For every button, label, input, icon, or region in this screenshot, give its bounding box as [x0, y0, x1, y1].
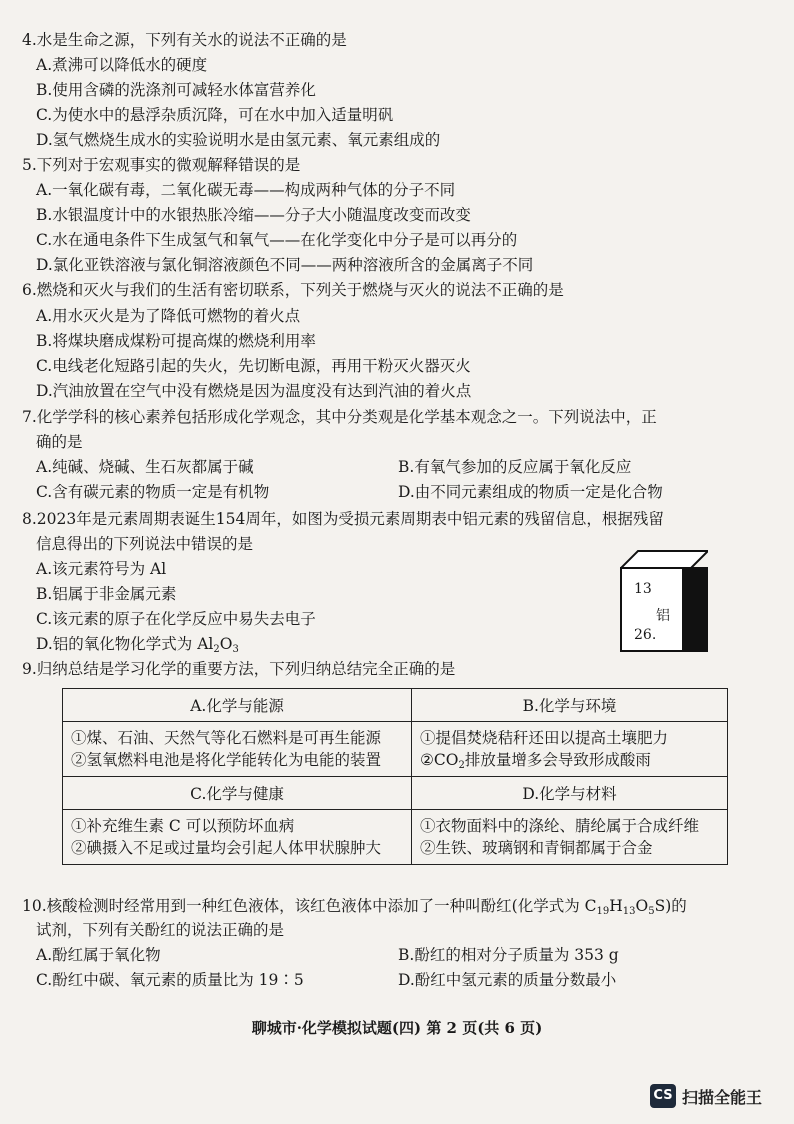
table-row [63, 777, 728, 810]
q7-option-b: B.有氧气参加的反应属于氧化反应 [398, 458, 632, 476]
q10-sub-h: 13 [622, 906, 636, 917]
q5-stem: 5.下列对于宏观事实的微观解释错误的是 [22, 156, 301, 174]
q7-stem-line1: 7.化学学科的核心素养包括形成化学观念，其中分类观是化学基本观念之一。下列说法中，正 [22, 408, 657, 426]
q10-option-c: C.酚红中碳、氧元素的质量比为 19∶5 [36, 971, 304, 989]
q4-option-d: D.氢气燃烧生成水的实验说明水是由氢元素、氧元素组成的 [36, 131, 441, 149]
element-atomic-number: 13 [634, 581, 652, 597]
q10-sub-o: 5 [648, 906, 655, 917]
q9-c-item1: ①补充维生素 C 可以预防坏血病 [71, 817, 295, 835]
q7-option-c: C.含有碳元素的物质一定是有机物 [36, 483, 270, 501]
q5-option-a: A.一氧化碳有毒，二氧化碳无毒——构成两种气体的分子不同 [36, 181, 456, 199]
q8-option-d-sub1: 2 [213, 644, 220, 655]
q8-option-c: C.该元素的原子在化学反应中易失去电子 [36, 610, 316, 628]
q9-cell-c-head: C.化学与健康 [63, 777, 412, 810]
q9-d-item1: ①衣物面料中的涤纶、腈纶属于合成纤维 [420, 817, 700, 835]
q9-cell-a-body [63, 722, 412, 777]
q9-c-item2: ②碘摄入不足或过量均会引起人体甲状腺肿大 [71, 839, 382, 857]
q5-option-d: D.氯化亚铁溶液与氯化铜溶液颜色不同——两种溶液所含的金属离子不同 [36, 256, 534, 274]
q10-sub-c: 19 [596, 906, 610, 917]
q8-stem-line1: 8.2023年是元素周期表诞生154周年，如图为受损元素周期表中铝元素的残留信息，根据残留 [22, 510, 664, 528]
table-row [63, 689, 728, 722]
q9-b-item2 [420, 749, 719, 771]
q9-cell-b-head: B.化学与环境 [412, 689, 728, 722]
q9-stem: 9.归纳总结是学习化学的重要方法，下列归纳总结完全正确的是 [22, 660, 456, 678]
q9-cell-a-head: A.化学与能源 [63, 689, 412, 722]
q10-option-b: B.酚红的相对分子质量为 353 g [398, 946, 619, 964]
q9-cell-d-body [412, 810, 728, 865]
camscanner-watermark-text: 扫描全能王 [682, 1088, 763, 1107]
q7-stem-line2: 确的是 [36, 433, 83, 451]
q9-b-item2-post: 排放量增多会导致形成酸雨 [464, 751, 651, 769]
q9-a-item1: ①煤、石油、天然气等化石燃料是可再生能源 [71, 729, 382, 747]
q9-d-item2: ②生铁、玻璃钢和青铜都属于合金 [420, 839, 653, 857]
q9-b-item2-sub: 2 [458, 760, 465, 771]
q9-b-item2-pre: ②CO [420, 751, 459, 769]
table-row [63, 722, 728, 777]
q8-option-a: A.该元素符号为 Al [36, 560, 167, 578]
q6-stem: 6.燃烧和灭火与我们的生活有密切联系，下列关于燃烧与灭火的说法不正确的是 [22, 281, 564, 299]
q8-option-d-sub2: 3 [232, 644, 239, 655]
q8-option-d [36, 634, 239, 654]
q9-a-item2: ②氢氧燃料电池是将化学能转化为电能的装置 [71, 751, 382, 769]
q10-h: H [609, 897, 623, 915]
q10-s: S)的 [654, 897, 687, 915]
cell-top-face [620, 549, 708, 569]
q6-option-b: B.将煤块磨成煤粉可提高煤的燃烧利用率 [36, 332, 316, 350]
q8-option-d-o: O [219, 635, 233, 653]
q7-option-d: D.由不同元素组成的物质一定是化合物 [398, 483, 663, 501]
q9-cell-c-body [63, 810, 412, 865]
q10-stem-text: 10.核酸检测时经常用到一种红色液体，该红色液体中添加了一种叫酚红(化学式为 C [22, 897, 597, 915]
q9-cell-b-body [412, 722, 728, 777]
q10-stem-line2: 试剂，下列有关酚红的说法正确的是 [36, 921, 285, 939]
q4-option-c: C.为使水中的悬浮杂质沉降，可在水中加入适量明矾 [36, 106, 394, 124]
q8-option-b: B.铝属于非金属元素 [36, 585, 177, 603]
q5-option-c: C.水在通电条件下生成氢气和氧气——在化学变化中分子是可以再分的 [36, 231, 518, 249]
q4-stem: 4.水是生命之源，下列有关水的说法不正确的是 [22, 31, 347, 49]
camscanner-logo-icon: CS [650, 1084, 676, 1108]
q4-option-b: B.使用含磷的洗涤剂可减轻水体富营养化 [36, 81, 316, 99]
q9-b-item1: ①提倡焚烧秸秆还田以提高土壤肥力 [420, 729, 669, 747]
element-atomic-mass: 26. [634, 627, 657, 643]
q10-o: O [635, 897, 649, 915]
damaged-element-cell [620, 549, 708, 655]
table-row [63, 810, 728, 865]
q10-option-a: A.酚红属于氧化物 [36, 946, 161, 964]
page-footer: 聊城市·化学模拟试题(四) 第 2 页(共 6 页) [251, 1019, 543, 1037]
q9-cell-d-head: D.化学与材料 [412, 777, 728, 810]
q7-option-a: A.纯碱、烧碱、生石灰都属于碱 [36, 458, 254, 476]
q10-stem-line1 [22, 896, 687, 916]
q9-table [62, 688, 728, 865]
q6-option-a: A.用水灭火是为了降低可燃物的着火点 [36, 307, 301, 325]
q10-option-d: D.酚红中氢元素的质量分数最小 [398, 971, 617, 989]
q4-option-a: A.煮沸可以降低水的硬度 [36, 56, 208, 74]
q8-option-d-text: D.铝的氧化物化学式为 Al [36, 635, 214, 653]
q6-option-d: D.汽油放置在空气中没有燃烧是因为温度没有达到汽油的着火点 [36, 382, 472, 400]
q8-stem-line2: 信息得出的下列说法中错误的是 [36, 535, 254, 553]
q5-option-b: B.水银温度计中的水银热胀冷缩——分子大小随温度改变而改变 [36, 206, 471, 224]
q6-option-c: C.电线老化短路引起的失火，先切断电源，再用干粉灭火器灭火 [36, 357, 471, 375]
element-symbol: 铝 [656, 608, 670, 624]
cell-damaged-side [682, 567, 708, 652]
